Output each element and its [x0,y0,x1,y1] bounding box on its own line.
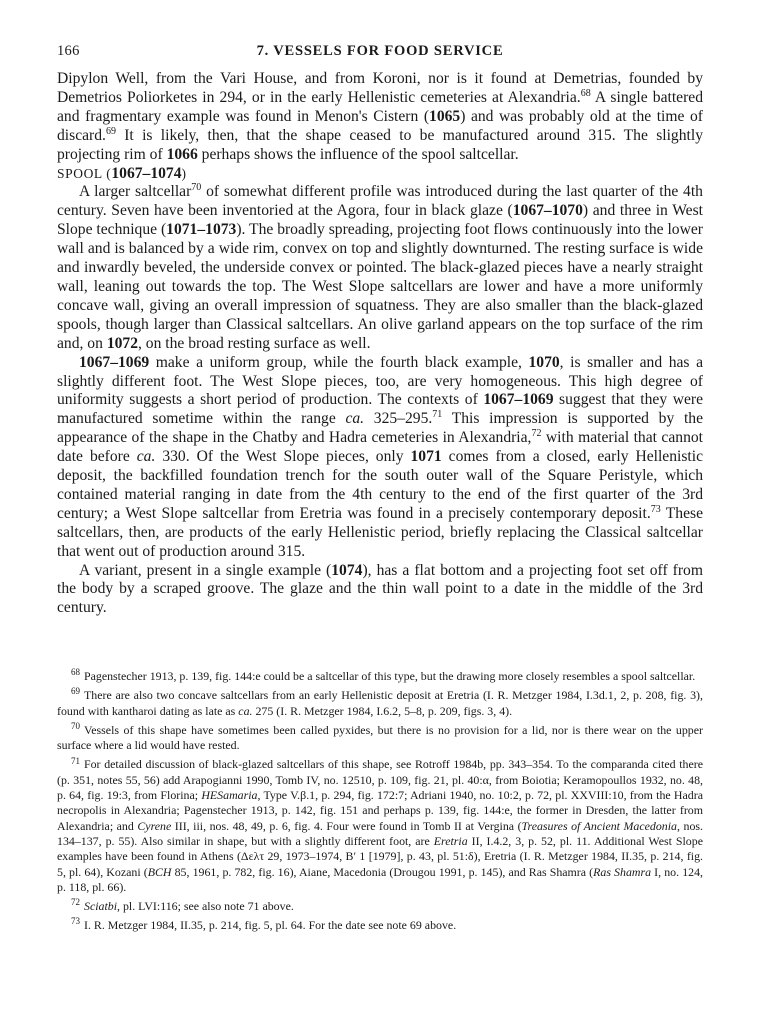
paragraph-spool-variant: A variant, present in a single example (1074), has a flat bottom and a projecting foot set off from the body by a scraped groove. The glaze and the thin wall point to a date in the middle of the 3rd century. [57,561,703,617]
footnotes [57,669,703,938]
footnote-ref-68[interactable]: 68 [580,87,591,99]
footnote-ref-72[interactable]: 72 [531,428,542,440]
section-label: SPOOL [57,165,103,181]
running-head: 7. VESSELS FOR FOOD SERVICE [256,43,504,59]
section-catalog-range: 1067–1074 [111,164,182,182]
catalog-ref: 1066 [166,145,198,163]
footnote-number: 70 [71,720,80,731]
catalog-ref: 1065 [429,107,461,125]
paragraph-continuation: Dipylon Well, from the Vari House, and from Koroni, nor is it found at Demetrias, founded by Demetrios Poliorketes in 294, or in the early Hellenistic cemeteries at Alexandria.$^{68}$ A single battered and fragmentary example was found in Menon's Cistern (1065) and was probably old at the time of discard.$^{69}$ It is likely, then, that the shape ceased to be manufactured around 315. The slightly projecting rim of 1066 perhaps shows the influence of the spool saltcellar. [57,70,703,163]
footnote-ref-71[interactable]: 71 [432,409,443,421]
footnote-ref-69[interactable]: 69 [105,125,116,137]
footnote-ref-70[interactable]: 70 [191,182,202,194]
catalog-ref: 1071–1073 [166,221,237,239]
footnote-70: $^{70}$ Vessels of this shape have sometimes been called pyxides, but there is no provision for a lid, nor is there wear on the upper surface where a lid would have rested. [57,720,703,753]
footnote-number: 69 [71,686,80,697]
footnote-ref-73[interactable]: 73 [650,503,661,515]
catalog-ref: 1067–1070 [512,202,583,220]
catalog-ref: 1071 [410,448,442,466]
footnote-69: $^{69}$ There are also two concave saltcellars from an early Hellenistic deposit at Eretria (I. R. Metzger 1984, I.3d.1, 2, p. 208, fig. 3), found with kantharoi dating as late as ca. 275 (I. R. Metzger 1984, I.6.2, 5–8, p. 209, figs. 3, 4). [57,686,703,718]
catalog-ref: 1074 [331,561,363,579]
footnote-68: $^{68}$ Pagenstecher 1913, p. 139, fig. 144:e could be a saltcellar of this type, but the drawing more closely resembles a spool saltcellar. [71,667,696,683]
paragraph-spool-dating: 1067–1069 make a uniform group, while the fourth black example, 1070, is smaller and has a slightly different foot. The West Slope pieces, too, are very homogeneous. This high degree of uniformity suggests a short period of production. The contexts of 1067–1069 suggest that they were manufactured sometime within the range ca. 325–295.71 This impression is supported by the appearance of the shape in the Chatby and Hadra cemeteries in Alexandria,$^{72}$ with material that cannot date before ca. 330. Of the West Slope pieces, only 1071 comes from a closed, early Hellenistic deposit, the backfilled foundation trench for the south outer wall of the Square Peristyle, which contained material ranging in date from the 4th century to the end of the first quarter of the 3rd century; a West Slope saltcellar from Eretria was found in a precisely contemporary deposit.$^{73}$ These saltcellars, then, are products of the early Hellenistic period, briefly replacing the Classical saltcellar that went out of production around 315. [57,353,704,560]
page-number: 166 [57,43,80,59]
footnote-73: $^{73}$ I. R. Metzger 1984, II.35, p. 214, fig. 5, pl. 64. For the date see note 69 above. [71,916,457,933]
catalog-ref: 1067–1069 [483,391,554,409]
page-header [57,43,703,65]
footnote-72: $^{72}$ Sciatbi, pl. LVI:116; see also note 71 above. [71,897,294,914]
footnote-number: 68 [71,667,80,678]
catalog-ref: 1070 [528,353,560,371]
section-heading-spool: SPOOL (1067–1074) [57,164,187,182]
footnote-71: $^{71}$ For detailed discussion of black-glazed saltcellars of this shape, see Rotroff 1984b, pp. 343–354. To the comparanda cited there (p. 351, notes 55, 56) add Arapogianni 1990, Tomb IV, no. 12510, p. 109, fig. 21, pl. 40:α, from Boiotia; Keramopoullos 1932, no. 48, p. 64, fig. 19:3, from Florina; HESamaria, Type V.β.1, p. 294, fig. 172:7; Adriani 1940, no. 10:2, p. 72, pl. XXVIII:10, from the Hadra necropolis in Alexandria; Pagenstecher 1913, p. 142, fig. 151 and perhaps p. 139, fig. 144:e, the former in Dresden, the latter from Alexandria; and Cyrene III, iii, nos. 48, 49, p. 6, fig. 4. Four were found in Tomb II at Vergina (Treasures of Ancient Macedonia, nos. 134–137, p. 55). Also similar in shape, but with a slightly different foot, are Eretria II, I.4.2, 3, p. 52, pl. 11. Additional West Slope examples have been found in Athens (Δελτ 29, 1973–1974, B′ 1 [1979], p. 43, pl. 51:δ), Eretria (I. R. Metzger 1984, II.35, p. 214, fig. 5, pl. 64), Kozani (BCH 85, 1961, p. 782, fig. 16), Aiane, Macedonia (Drougou 1991, p. 145), and Ras Shamra (Ras Shamra I, no. 124, p. 118, pl. 66). [57,755,703,894]
paragraph-spool-intro: A larger saltcellar$^{70}$ of somewhat different profile was introduced during the last quarter of the 4th century. Seven have been inventoried at the Agora, four in black glaze (1067–1070) and three in West Slope technique (1071–1073). The broadly spreading, projecting foot flows continuously into the lower wall and is balanced by a wide rim, convex on top and slightly downturned. The resting surface is wide and inwardly beveled, the underside convex or pointed. The black-glazed pieces have a nearly straight wall, leaning out towards the top. The West Slope saltcellars are lower and have a more uniformly concave wall, giving an overall impression of squatness. They are also smaller than the black-glazed spools, though larger than Classical saltcellars. An olive garland appears on the top surface of the rim and, on 1072, on the broad resting surface as well. [57,182,703,352]
body-text [57,70,703,618]
footnote-number: 73 [71,916,80,927]
catalog-ref: 1067–1069 [79,353,150,371]
footnote-number: 72 [71,897,80,908]
footnote-number: 71 [71,755,80,766]
catalog-ref: 1072 [106,334,138,352]
